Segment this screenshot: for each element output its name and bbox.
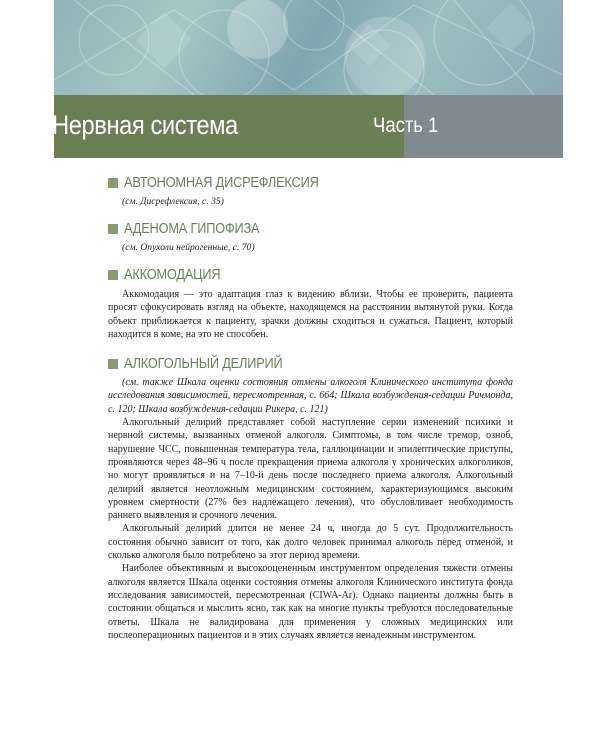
body-paragraph: Наиболее объективным и высокооцененным инструментом определения тяжести отмены алкоголя является Шкала оценки состояния отмены алкоголя Клинического института фонда исследования зависимостей, пересмотренная (CIWA-Ar). Однако пациенты должны быть в состоянии общаться и мыслить ясно, так как на многие пункты требуются последовательные ответы. Шкала не валидирована для применения у сложных медицинских или послеоперационных пациентов и в этих случаях является ненадежным инструментом. (108, 563, 513, 641)
section-heading: АВТОНОМНАЯ ДИСРЕФЛЕКСИЯ (108, 174, 513, 191)
cross-reference: (см. также Шкала оценки состояния отмены алкоголя Клинического института фонда исследования зависимостей, пересмотренная, с. 664; Шкала возбуждения-седации Ричмонда, с. 120; Шкала возбуждения-седации Рикера, с. 121) (108, 377, 513, 415)
part-label: Часть 1 (373, 114, 439, 137)
section-heading: АККОМОДАЦИЯ (108, 266, 513, 283)
section-heading: АДЕНОМА ГИПОФИЗА (108, 220, 513, 237)
square-bullet-icon (108, 270, 118, 280)
square-bullet-icon (108, 178, 118, 188)
banner-decorative-image (54, 0, 563, 95)
body-paragraph: Алкогольный делирий длится не менее 24 ч, иногда до 5 сут. Продолжительность состояния обычно зависит от того, как долго человек принимал алкоголь перед отменой, и сколько алкоголя было потреблено за этот период времени. (108, 523, 513, 562)
main-content (108, 174, 513, 642)
chapter-title: Нервная система (52, 110, 238, 140)
body-paragraph: Аккомодация — это адаптация глаз к видению вблизи. Чтобы ее проверить, пациента просят сфокусировать взгляд на объекте, находящемся на расстоянии вытянутой руки. Когда объект приближается к пациенту, зрачки должны сходиться и сужаться. Пациент, который находится в коме, на это не способен. (108, 289, 513, 340)
square-bullet-icon (108, 224, 118, 234)
section-heading: АЛКОГОЛЬНЫЙ ДЕЛИРИЙ (108, 355, 513, 372)
banner-pattern (54, 0, 563, 95)
square-bullet-icon (108, 359, 118, 369)
cross-reference: (см. Дисрефлексия, с. 35) (122, 196, 224, 207)
cross-reference: (см. Опухоли нейрогенные, с. 70) (122, 242, 255, 253)
body-paragraph: Алкогольный делирий представляет собой наступление серии изменений психики и нервной системы, вызванных отменой алкоголя. Симптомы, в том числе тремор, озноб, нарушение ЧСС, повышенная температура тела, галлюцинации и эпилептические приступы, проявляются через 48–96 ч после прекращения приема алкоголя у хронических алкоголиков, но могут проявляться и на 7–10-й день после последнего приема алкоголя. Алкогольный делирий является неотложным медицинским состоянием, характеризующимся высоким уровнем смертности (27% без надлежащего лечения), что обусловливает необходимость раннего выявления и срочного лечения. (108, 417, 513, 522)
